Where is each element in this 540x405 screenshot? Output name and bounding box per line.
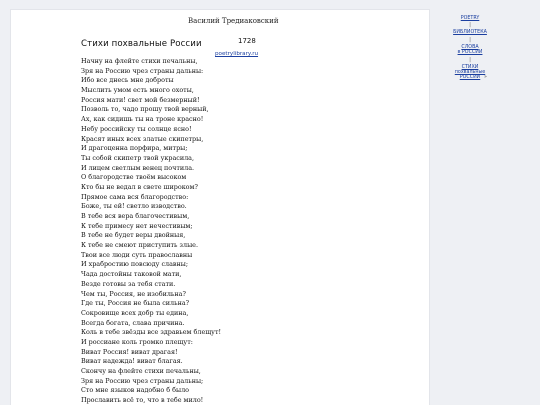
nav-link-library[interactable]: БИБЛИОТЕКА: [453, 30, 487, 36]
poem-line: Везде готовы за тебя стати.: [81, 279, 176, 288]
site-navigation: [440, 16, 500, 81]
poem-line: Твои все люди суть православны: [81, 250, 193, 259]
nav-arrow-icon: »: [484, 75, 487, 80]
poem-line: Боже, ты ей! светло изводство.: [81, 202, 187, 211]
poem-line: Красят иных всех златые скипетры,: [81, 134, 204, 143]
poem-line: Чада достойны таковой мати,: [81, 270, 182, 279]
poem-line: Начну на флейте стихи печальны,: [81, 57, 198, 65]
poem-line: В тебе вся вера благочестивым,: [81, 212, 190, 220]
poem-year: 1728: [238, 37, 256, 45]
nav-separator: |: [469, 57, 471, 63]
poem-line: К тебе примесу нет нечестивым;: [81, 221, 193, 230]
nav-link-words-russia[interactable]: СЛОВА в РОССИИ: [457, 44, 483, 56]
poem-line: И россиане коль громко плещут:: [81, 337, 193, 346]
poem-line: Небу российску ты солнце ясно!: [81, 124, 192, 133]
nav-separator: |: [469, 23, 471, 29]
poem-line: Виват надежда! виват благая.: [81, 357, 183, 366]
poem-line: Россия мати! свет мой безмерный!: [81, 95, 200, 104]
poem-line: К тебе не смеют приступить злые.: [81, 241, 198, 250]
poem-line: О благородстве твоём высоком: [81, 173, 187, 182]
nav-link-poetry[interactable]: POETRY: [460, 16, 480, 21]
poem-line: В тебе не будет веры двойныя,: [81, 231, 186, 240]
poem-line: И храбростию повсюду славны;: [81, 260, 188, 269]
poem-line: Зря на Россию чрез страны дальны:: [81, 66, 204, 75]
page-title: Стихи похвальные России: [81, 39, 202, 49]
poem-line: Скончу на флейте стихи печальны,: [81, 367, 201, 375]
poem-text: [81, 57, 381, 405]
poem-line: Ты собой скипетр твой украсила,: [81, 153, 194, 162]
source-link[interactable]: poetrylibrary.ru: [215, 51, 259, 57]
poem-line: Сокровище всех добр ты едина,: [81, 308, 189, 317]
nav-separator: |: [469, 37, 471, 43]
poem-line: Ах, как сидишь ты на троне красно!: [81, 115, 204, 124]
poem-line: Ибо все днесь мне доброты: [81, 76, 174, 85]
poem-line: Где ты, Россия не была сильна?: [81, 299, 190, 308]
poem-line: И лицем светлым венец почтила.: [81, 163, 195, 172]
poem-line: Мыслить умом есть много охоты,: [81, 86, 194, 95]
poem-line: Виват Россия! виват драгая!: [81, 347, 178, 356]
nav-link-current-poem[interactable]: СТИХИ похвальные РОССИИ: [454, 64, 486, 81]
poem-line: И драгоценна порфира, митры;: [81, 144, 188, 153]
poem-line: Коль в тебе звёзды все здравьем блещут!: [81, 328, 222, 337]
poem-line: Всегда богата, слава причина.: [81, 318, 185, 327]
poem-line: Кто бы не ведал в свете широком?: [81, 182, 198, 191]
poem-line: Позволь то, чадо прошу твой верный,: [81, 105, 209, 114]
poem-line: Сто мне языков надобно б было: [81, 386, 189, 395]
poem-line: Чем ты, Россия, не изобильна?: [81, 289, 186, 298]
author-name: Василий Тредиаковский: [188, 17, 279, 25]
poem-line: Зря на Россию чрез страны дальны;: [81, 376, 204, 385]
poem-line: Прославить всё то, что в тебе мило!: [81, 396, 204, 405]
poem-line: Прямое сама вся благородство:: [81, 192, 189, 201]
